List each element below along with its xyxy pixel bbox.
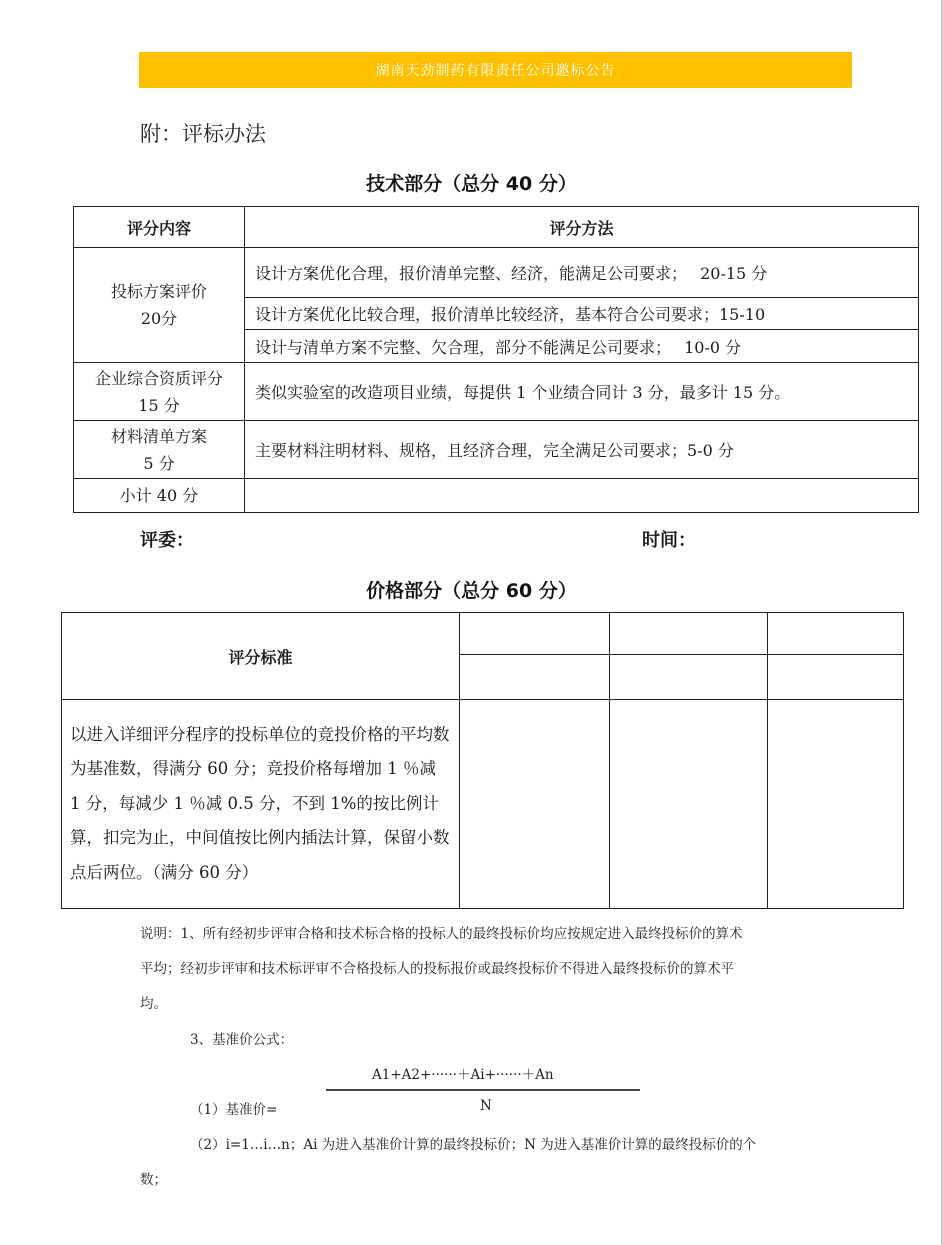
- appendix-title: 附：评标办法: [140, 122, 266, 146]
- blank-cell: [768, 700, 904, 909]
- content-label: 材料清单方案: [110, 426, 207, 446]
- time-label: 时间：: [642, 530, 696, 551]
- formula-label: （1）基准价=: [190, 1102, 278, 1118]
- note-line: 均。: [140, 996, 167, 1012]
- note-line: 说明：1、所有经初步评审合格和技术标合格的投标人的最终投标价均应按规定进入最终投标价的算术: [140, 926, 743, 942]
- blank-cell: [460, 655, 610, 700]
- fraction-bar: [326, 1089, 640, 1091]
- criteria-cell: 以进入详细评分程序的投标单位的竞投价格的平均数为基准数，得满分 60 分；竞投价格每增加 1 ％减 1 分，每减少 1 ％减 0.5 分，不到 1%的按比例计算，扣完为止，中间值按比例内插法计算，保留小数点后两位。（满分 60 分）: [62, 700, 460, 909]
- method-cell: 设计方案优化比较合理，报价清单比较经济，基本符合公司要求；15-10: [245, 298, 919, 330]
- formula-numerator: A1+A2+······＋Ai+······＋An: [372, 1067, 554, 1083]
- content-cell: [74, 248, 245, 363]
- blank-cell: [768, 613, 904, 655]
- technical-scoring-table: [73, 206, 919, 513]
- note-line: 数；: [140, 1172, 167, 1188]
- technical-section-title: 技术部分（总分 40 分）: [366, 173, 577, 195]
- price-section-title: 价格部分（总分 60 分）: [366, 580, 577, 602]
- content-score: 5 分: [143, 453, 175, 473]
- header-method: 评分方法: [245, 207, 919, 248]
- table-row: [74, 248, 919, 298]
- method-cell: 主要材料注明材料、规格，且经济合理，完全满足公司要求；5-0 分: [245, 421, 919, 479]
- judge-label: 评委：: [140, 530, 194, 551]
- table-header-row: [62, 613, 904, 655]
- table-row: [74, 363, 919, 421]
- content-label: 投标方案评价: [110, 282, 207, 301]
- note-line: 平均；经初步评审和技术标评审不合格投标人的投标报价或最终投标价不得进入最终投标价的算术平: [140, 961, 734, 977]
- header-criteria: 评分标准: [62, 613, 460, 700]
- note-line: （2）i=1…i…n；Ai 为进入基准价计算的最终投标价；N 为进入基准价计算的最终投标价的个: [190, 1137, 757, 1153]
- content-score: 20分: [140, 309, 178, 328]
- method-cell: 设计方案优化合理，报价清单完整、经济，能满足公司要求； 20-15 分: [245, 248, 919, 298]
- method-cell: 设计与清单方案不完整、欠合理，部分不能满足公司要求； 10-0 分: [245, 330, 919, 363]
- table-row: [74, 479, 919, 513]
- content-label: 企业综合资质评分: [94, 368, 223, 388]
- banner-title: 湖南天劲制药有限责任公司邀标公告: [375, 63, 616, 79]
- method-cell: [245, 479, 919, 513]
- blank-cell: [610, 700, 768, 909]
- method-cell: 类似实验室的改造项目业绩，每提供 1 个业绩合同计 3 分，最多计 15 分。: [245, 363, 919, 421]
- header-content: 评分内容: [74, 207, 245, 248]
- blank-cell: [768, 655, 904, 700]
- price-scoring-table: [61, 612, 904, 909]
- blank-cell: [460, 613, 610, 655]
- blank-cell: [610, 655, 768, 700]
- formula-heading: 3、基准价公式：: [190, 1032, 294, 1048]
- content-score: 15 分: [138, 395, 180, 415]
- blank-cell: [610, 613, 768, 655]
- table-header-row: [74, 207, 919, 248]
- blank-cell: [460, 700, 610, 909]
- content-cell: [74, 421, 245, 479]
- table-row: [74, 421, 919, 479]
- formula-denominator: N: [480, 1098, 492, 1114]
- header-banner: [139, 52, 852, 88]
- subtotal-cell: 小计 40 分: [74, 479, 245, 513]
- content-cell: [74, 363, 245, 421]
- table-row: [62, 700, 904, 909]
